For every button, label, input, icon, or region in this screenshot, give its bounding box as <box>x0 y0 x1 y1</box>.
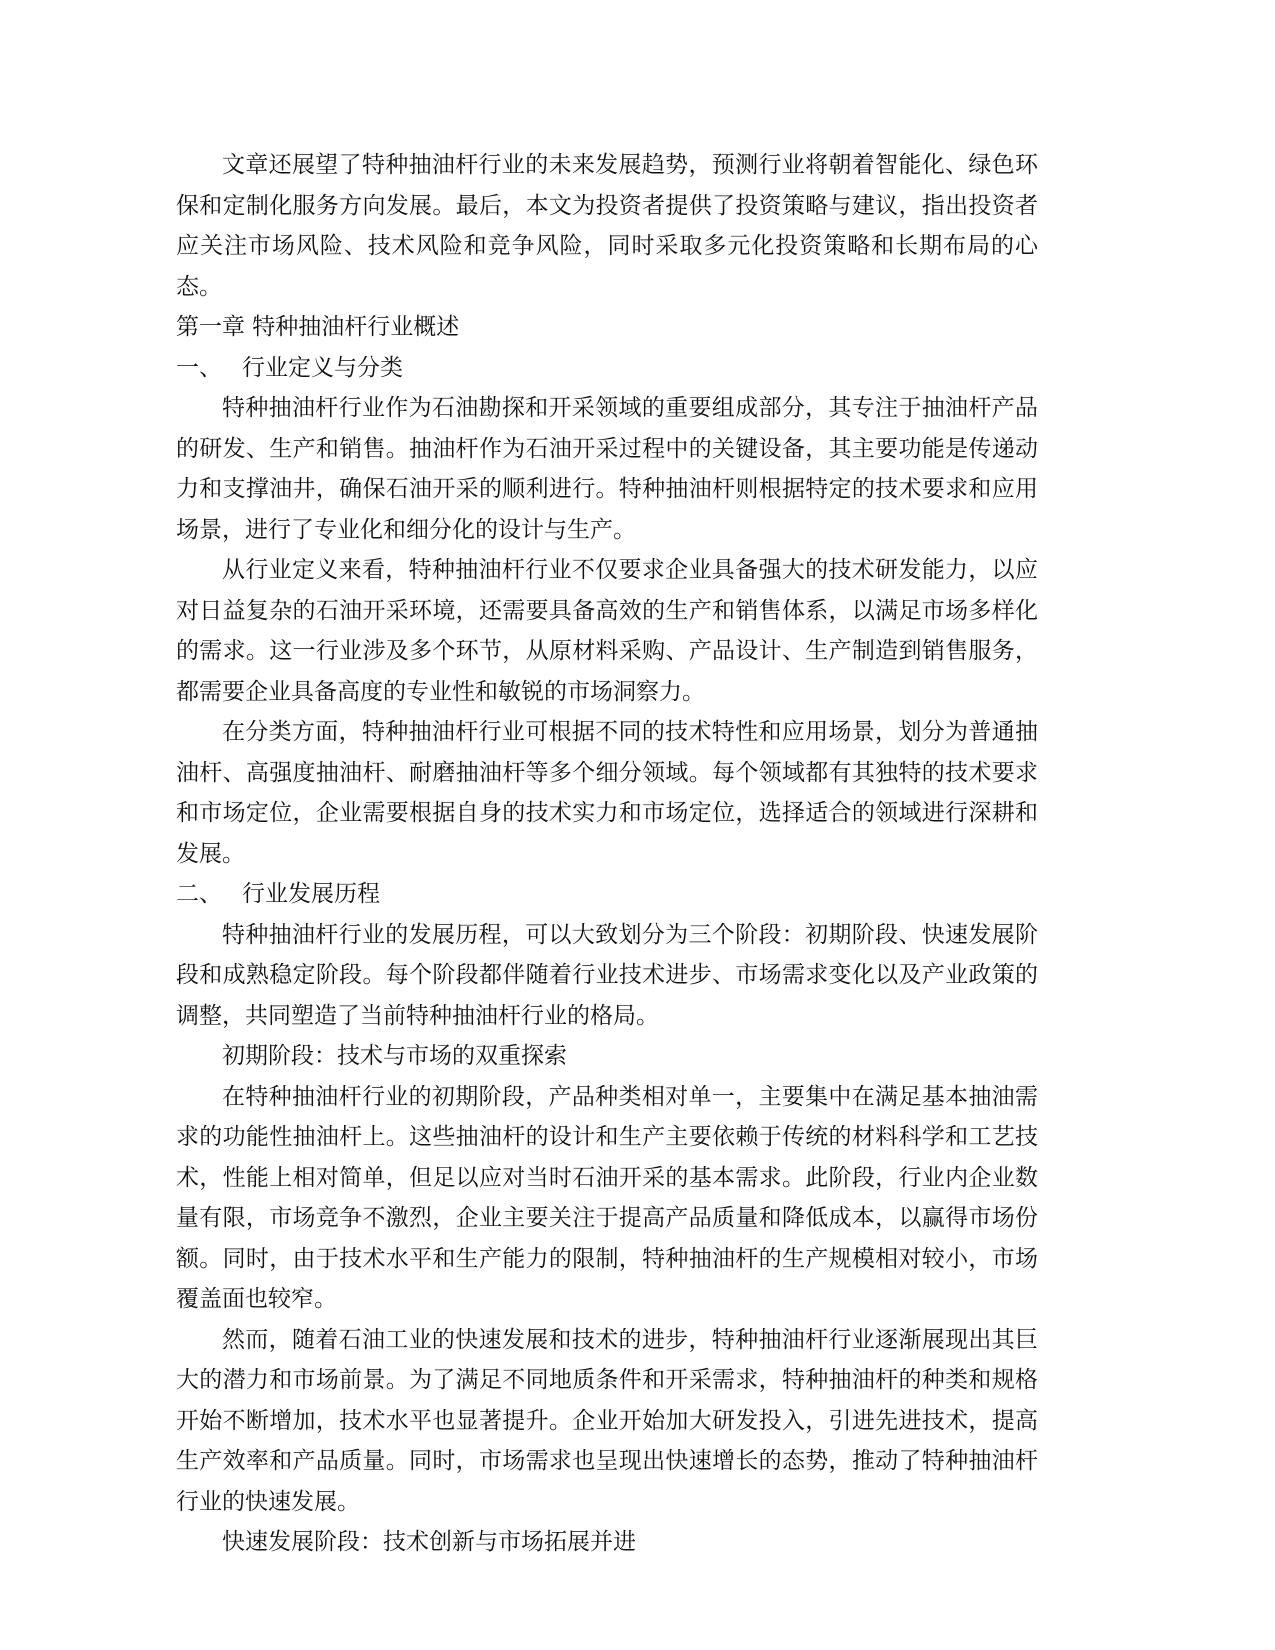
document-page <box>176 145 1038 1563</box>
section-heading-2 <box>176 874 1038 915</box>
section2-overview: 特种抽油杆行业的发展历程，可以大致划分为三个阶段：初期阶段、快速发展阶段和成熟稳定阶段。每个阶段都伴随着行业技术进步、市场需求变化以及产业政策的调整，共同塑造了当前特种抽油杆行业的格局。 <box>176 921 1038 1029</box>
stage2-title: 快速发展阶段：技术创新与市场拓展并进 <box>222 1529 636 1555</box>
stage1-paragraph-1: 在特种抽油杆行业的初期阶段，产品种类相对单一，主要集中在满足基本抽油需求的功能性抽油杆上。这些抽油杆的设计和生产主要依赖于传统的材料科学和工艺技术，性能上相对简单，但足以应对当时石油开采的基本需求。此阶段，行业内企业数量有限，市场竞争不激烈，企业主要关注于提高产品质量和降低成本，以赢得市场份额。同时，由于技术水平和生产能力的限制，特种抽油杆的生产规模相对较小，市场覆盖面也较窄。 <box>176 1083 1038 1312</box>
intro-paragraph: 文章还展望了特种抽油杆行业的未来发展趋势，预测行业将朝着智能化、绿色环保和定制化服务方向发展。最后，本文为投资者提供了投资策略与建议，指出投资者应关注市场风险、技术风险和竞争风险，同时采取多元化投资策略和长期布局的心态。 <box>176 152 1038 300</box>
stage1-title: 初期阶段：技术与市场的双重探索 <box>222 1043 567 1069</box>
section-title-2: 行业发展历程 <box>242 881 380 907</box>
stage1-paragraph-2: 然而，随着石油工业的快速发展和技术的进步，特种抽油杆行业逐渐展现出其巨大的潜力和市场前景。为了满足不同地质条件和开采需求，特种抽油杆的种类和规格开始不断增加，技术水平也显著提升。企业开始加大研发投入，引进先进技术，提高生产效率和产品质量。同时，市场需求也呈现出快速增长的态势，推动了特种抽油杆行业的快速发展。 <box>176 1326 1038 1515</box>
section1-paragraph-2: 从行业定义来看，特种抽油杆行业不仅要求企业具备强大的技术研发能力，以应对日益复杂的石油开采环境，还需要具备高效的生产和销售体系，以满足市场多样化的需求。这一行业涉及多个环节，从原材料采购、产品设计、生产制造到销售服务，都需要企业具备高度的专业性和敏锐的市场洞察力。 <box>176 557 1038 705</box>
section-title-1: 行业定义与分类 <box>242 354 403 381</box>
section1-paragraph-3: 在分类方面，特种抽油杆行业可根据不同的技术特性和应用场景，划分为普通抽油杆、高强度抽油杆、耐磨抽油杆等多个细分领域。每个领域都有其独特的技术要求和市场定位，企业需要根据自身的技术实力和市场定位，选择适合的领域进行深耕和发展。 <box>176 719 1038 867</box>
section1-paragraph-1: 特种抽油杆行业作为石油勘探和开采领域的重要组成部分，其专注于抽油杆产品的研发、生产和销售。抽油杆作为石油开采过程中的关键设备，其主要功能是传递动力和支撑油井，确保石油开采的顺利进行。特种抽油杆则根据特定的技术要求和应用场景，进行了专业化和细分化的设计与生产。 <box>176 395 1038 543</box>
section-number-2: 二、 <box>176 881 222 907</box>
section-heading-1 <box>176 348 1038 389</box>
chapter-title: 第一章 特种抽油杆行业概述 <box>176 314 460 340</box>
section-number-1: 一、 <box>176 354 222 381</box>
